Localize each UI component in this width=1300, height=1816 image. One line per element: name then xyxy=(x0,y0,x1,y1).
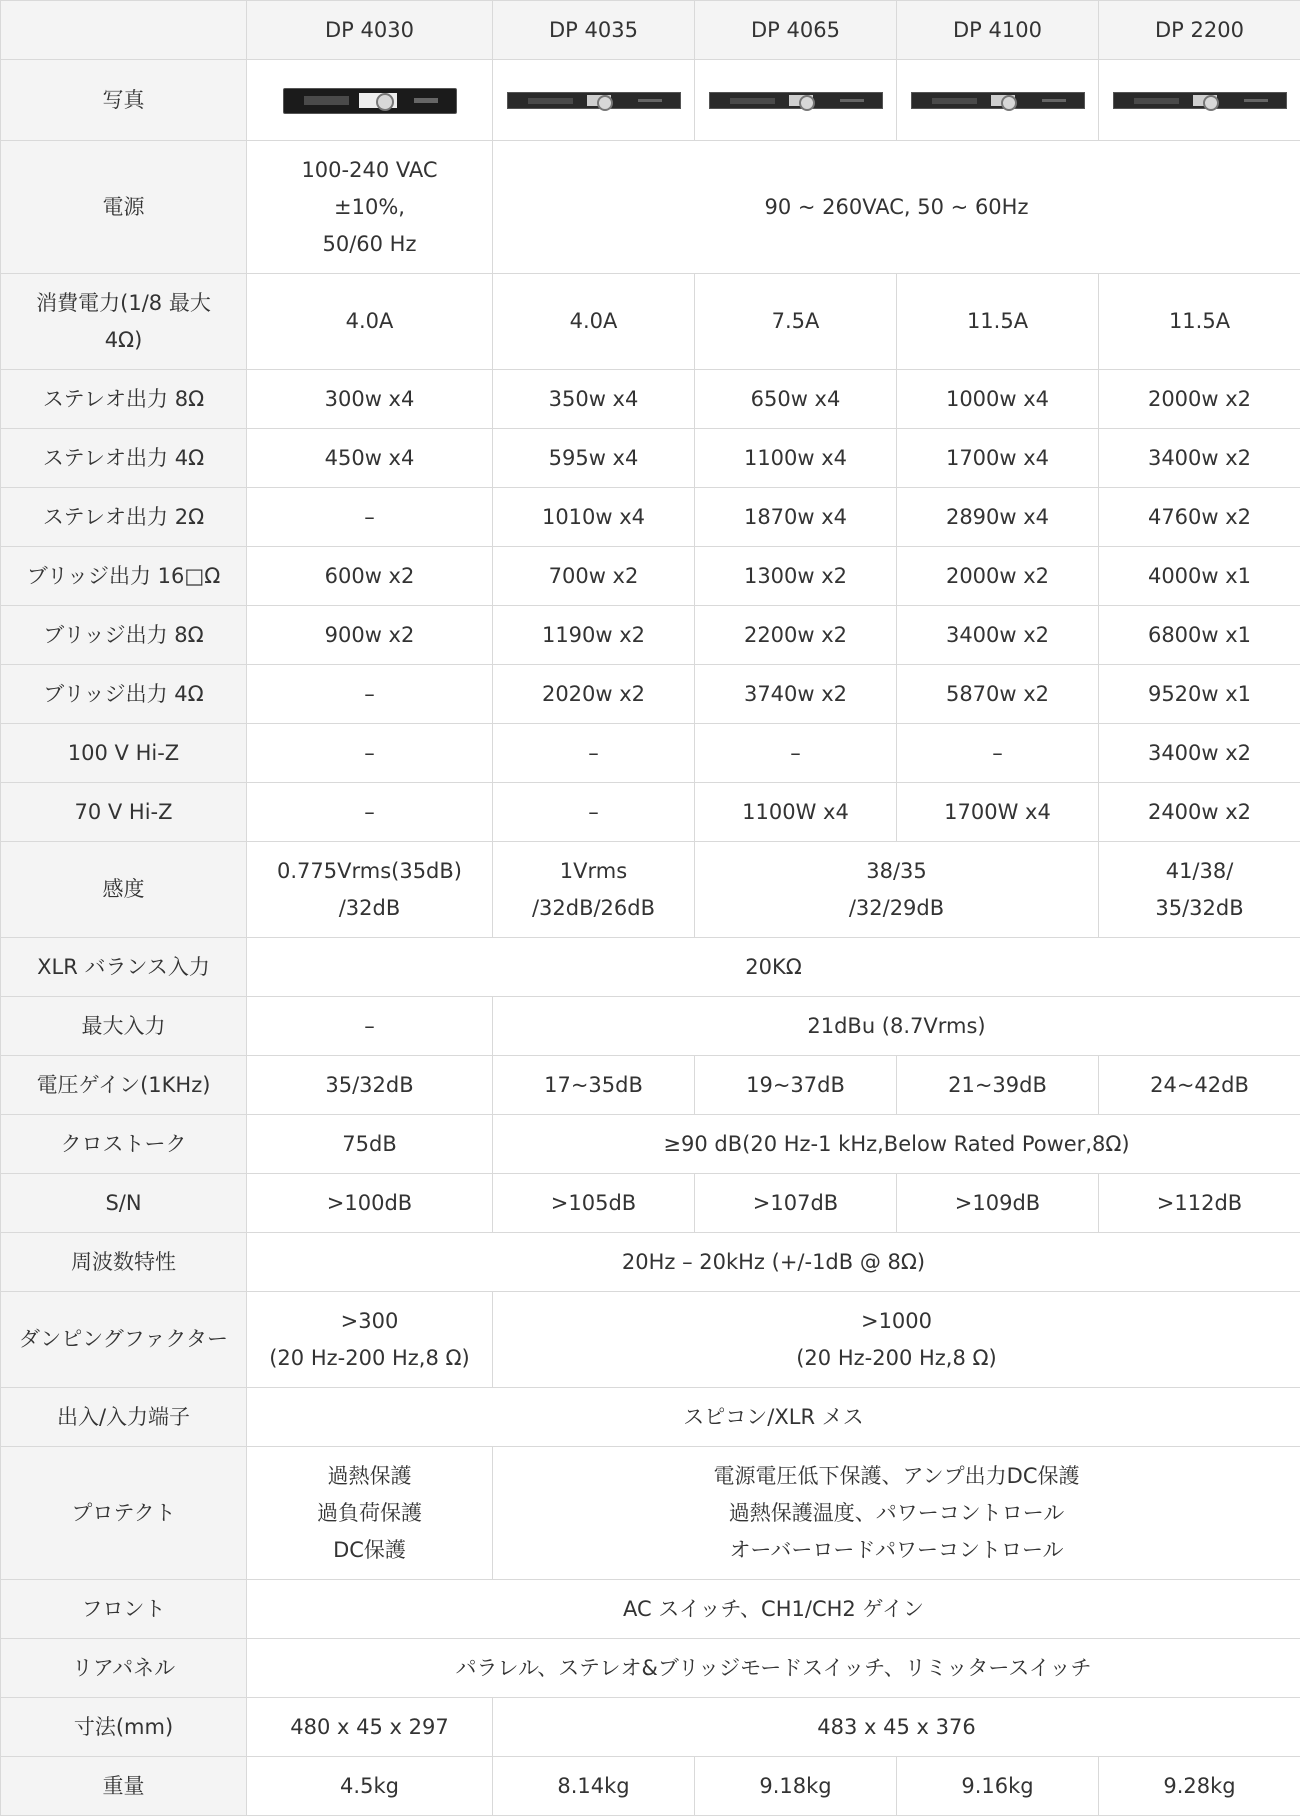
spec-value: 35/32dB xyxy=(247,1056,493,1115)
model-header-dp4100: DP 4100 xyxy=(897,1,1099,60)
spec-value: 3400w x2 xyxy=(897,606,1099,665)
spec-value: 480 x 45 x 297 xyxy=(247,1698,493,1757)
row-label: 感度 xyxy=(1,842,247,938)
row-xlr-input xyxy=(1,938,1300,997)
row-label: リアパネル xyxy=(1,1639,247,1698)
spec-value: 過熱保護 過負荷保護 DC保護 xyxy=(247,1447,493,1580)
row-sensitivity xyxy=(1,842,1300,938)
spec-value: 75dB xyxy=(247,1115,493,1174)
row-label: 最大入力 xyxy=(1,997,247,1056)
row-label: 消費電力(1/8 最大 4Ω) xyxy=(1,274,247,370)
spec-value: 21dBu (8.7Vrms) xyxy=(493,997,1300,1056)
spec-value: 1870w x4 xyxy=(695,488,897,547)
spec-value: – xyxy=(247,488,493,547)
row-stereo-8ohm xyxy=(1,370,1300,429)
spec-value: 4760w x2 xyxy=(1099,488,1300,547)
spec-value: 0.775Vrms(35dB) /32dB xyxy=(247,842,493,938)
spec-value: 2890w x4 xyxy=(897,488,1099,547)
spec-value: 4.5kg xyxy=(247,1757,493,1816)
row-label: S/N xyxy=(1,1174,247,1233)
model-header-dp4065: DP 4065 xyxy=(695,1,897,60)
spec-value: 1300w x2 xyxy=(695,547,897,606)
row-label: ステレオ出力 8Ω xyxy=(1,370,247,429)
spec-value: – xyxy=(247,665,493,724)
row-label: ダンピングファクター xyxy=(1,1292,247,1388)
photo-cell xyxy=(897,60,1099,141)
spec-value: スピコン/XLR メス xyxy=(247,1388,1300,1447)
row-bridge-4ohm xyxy=(1,665,1300,724)
row-label: 出入/入力端子 xyxy=(1,1388,247,1447)
model-header-dp4030: DP 4030 xyxy=(247,1,493,60)
spec-value: 19~37dB xyxy=(695,1056,897,1115)
spec-value: 20KΩ xyxy=(247,938,1300,997)
row-label: フロント xyxy=(1,1580,247,1639)
spec-value: 8.14kg xyxy=(493,1757,695,1816)
spec-value: 4000w x1 xyxy=(1099,547,1300,606)
row-rear-panel xyxy=(1,1639,1300,1698)
spec-value: 7.5A xyxy=(695,274,897,370)
row-terminals xyxy=(1,1388,1300,1447)
row-protect xyxy=(1,1447,1300,1580)
spec-value: 600w x2 xyxy=(247,547,493,606)
row-stereo-2ohm xyxy=(1,488,1300,547)
spec-value: 4.0A xyxy=(493,274,695,370)
spec-value: 21~39dB xyxy=(897,1056,1099,1115)
spec-value: 24~42dB xyxy=(1099,1056,1300,1115)
header-row xyxy=(1,1,1300,60)
row-sn xyxy=(1,1174,1300,1233)
spec-value: 20Hz – 20kHz (+/-1dB @ 8Ω) xyxy=(247,1233,1300,1292)
spec-value: 900w x2 xyxy=(247,606,493,665)
spec-value: 11.5A xyxy=(1099,274,1300,370)
row-label: 100 V Hi-Z xyxy=(1,724,247,783)
spec-value: 2000w x2 xyxy=(897,547,1099,606)
row-100v-hiz xyxy=(1,724,1300,783)
amplifier-photo-dp4065 xyxy=(709,92,883,109)
amplifier-photo-dp4100 xyxy=(911,92,1085,109)
row-label: 写真 xyxy=(1,60,247,141)
spec-value: 650w x4 xyxy=(695,370,897,429)
photo-cell xyxy=(695,60,897,141)
spec-value: 700w x2 xyxy=(493,547,695,606)
spec-value: 450w x4 xyxy=(247,429,493,488)
row-label: 寸法(mm) xyxy=(1,1698,247,1757)
spec-value: 2400w x2 xyxy=(1099,783,1300,842)
spec-value: >112dB xyxy=(1099,1174,1300,1233)
amplifier-photo-dp4035 xyxy=(507,92,681,109)
row-label: ブリッジ出力 8Ω xyxy=(1,606,247,665)
spec-value: 1000w x4 xyxy=(897,370,1099,429)
row-label: ブリッジ出力 4Ω xyxy=(1,665,247,724)
row-bridge-16ohm xyxy=(1,547,1300,606)
spec-value: 1700W x4 xyxy=(897,783,1099,842)
spec-value: 3740w x2 xyxy=(695,665,897,724)
row-stereo-4ohm xyxy=(1,429,1300,488)
row-frequency-response xyxy=(1,1233,1300,1292)
spec-value: >109dB xyxy=(897,1174,1099,1233)
spec-value: 9.16kg xyxy=(897,1757,1099,1816)
row-label: プロテクト xyxy=(1,1447,247,1580)
spec-value: 1100W x4 xyxy=(695,783,897,842)
spec-value: 1Vrms /32dB/26dB xyxy=(493,842,695,938)
row-power-source xyxy=(1,141,1300,274)
spec-value: >105dB xyxy=(493,1174,695,1233)
spec-value: – xyxy=(897,724,1099,783)
row-label: 電源 xyxy=(1,141,247,274)
row-photo xyxy=(1,60,1300,141)
spec-value: 38/35 /32/29dB xyxy=(695,842,1099,938)
row-label: XLR バランス入力 xyxy=(1,938,247,997)
spec-value: 483 x 45 x 376 xyxy=(493,1698,1300,1757)
row-label: ステレオ出力 2Ω xyxy=(1,488,247,547)
row-label: ブリッジ出力 16□Ω xyxy=(1,547,247,606)
spec-value: >107dB xyxy=(695,1174,897,1233)
spec-value: AC スイッチ、CH1/CH2 ゲイン xyxy=(247,1580,1300,1639)
spec-value: 9.18kg xyxy=(695,1757,897,1816)
row-bridge-8ohm xyxy=(1,606,1300,665)
spec-value: 595w x4 xyxy=(493,429,695,488)
row-weight xyxy=(1,1757,1300,1816)
model-header-dp2200: DP 2200 xyxy=(1099,1,1300,60)
spec-value: 2200w x2 xyxy=(695,606,897,665)
spec-value: 350w x4 xyxy=(493,370,695,429)
spec-value: 5870w x2 xyxy=(897,665,1099,724)
row-damping-factor xyxy=(1,1292,1300,1388)
row-70v-hiz xyxy=(1,783,1300,842)
spec-value: 3400w x2 xyxy=(1099,724,1300,783)
photo-cell xyxy=(493,60,695,141)
row-label: クロストーク xyxy=(1,1115,247,1174)
row-max-input xyxy=(1,997,1300,1056)
row-voltage-gain xyxy=(1,1056,1300,1115)
spec-value: 6800w x1 xyxy=(1099,606,1300,665)
spec-value: 1700w x4 xyxy=(897,429,1099,488)
row-label: 周波数特性 xyxy=(1,1233,247,1292)
spec-value: 2020w x2 xyxy=(493,665,695,724)
spec-value: – xyxy=(247,783,493,842)
spec-value: 2000w x2 xyxy=(1099,370,1300,429)
spec-value: 1010w x4 xyxy=(493,488,695,547)
spec-value: >1000 (20 Hz-200 Hz,8 Ω) xyxy=(493,1292,1300,1388)
spec-value: – xyxy=(247,997,493,1056)
spec-value: ≥90 dB(20 Hz-1 kHz,Below Rated Power,8Ω) xyxy=(493,1115,1300,1174)
spec-value: パラレル、ステレオ&ブリッジモードスイッチ、リミッタースイッチ xyxy=(247,1639,1300,1698)
spec-value: 300w x4 xyxy=(247,370,493,429)
row-consumption xyxy=(1,274,1300,370)
corner-cell xyxy=(1,1,247,60)
spec-value: – xyxy=(493,783,695,842)
photo-cell xyxy=(247,60,493,141)
spec-value: – xyxy=(695,724,897,783)
spec-value: 9520w x1 xyxy=(1099,665,1300,724)
row-front xyxy=(1,1580,1300,1639)
spec-value: 17~35dB xyxy=(493,1056,695,1115)
spec-value: 100-240 VAC ±10%, 50/60 Hz xyxy=(247,141,493,274)
spec-value: 9.28kg xyxy=(1099,1757,1300,1816)
spec-value: 90 ~ 260VAC, 50 ~ 60Hz xyxy=(493,141,1300,274)
spec-value: 電源電圧低下保護、アンプ出力DC保護 過熱保護温度、パワーコントロール オーバーロードパワーコントロール xyxy=(493,1447,1300,1580)
spec-value: 41/38/ 35/32dB xyxy=(1099,842,1300,938)
spec-value: 11.5A xyxy=(897,274,1099,370)
spec-value: – xyxy=(247,724,493,783)
spec-value: – xyxy=(493,724,695,783)
spec-value: 3400w x2 xyxy=(1099,429,1300,488)
spec-value: >300 (20 Hz-200 Hz,8 Ω) xyxy=(247,1292,493,1388)
row-dimensions xyxy=(1,1698,1300,1757)
spec-value: >100dB xyxy=(247,1174,493,1233)
spec-value: 1100w x4 xyxy=(695,429,897,488)
amplifier-photo-dp4030 xyxy=(283,88,457,114)
spec-value: 1190w x2 xyxy=(493,606,695,665)
row-label: 70 V Hi-Z xyxy=(1,783,247,842)
row-label: ステレオ出力 4Ω xyxy=(1,429,247,488)
row-crosstalk xyxy=(1,1115,1300,1174)
model-header-dp4035: DP 4035 xyxy=(493,1,695,60)
row-label: 重量 xyxy=(1,1757,247,1816)
photo-cell xyxy=(1099,60,1300,141)
row-label: 電圧ゲイン(1KHz) xyxy=(1,1056,247,1115)
amplifier-photo-dp2200 xyxy=(1113,92,1287,109)
spec-value: 4.0A xyxy=(247,274,493,370)
